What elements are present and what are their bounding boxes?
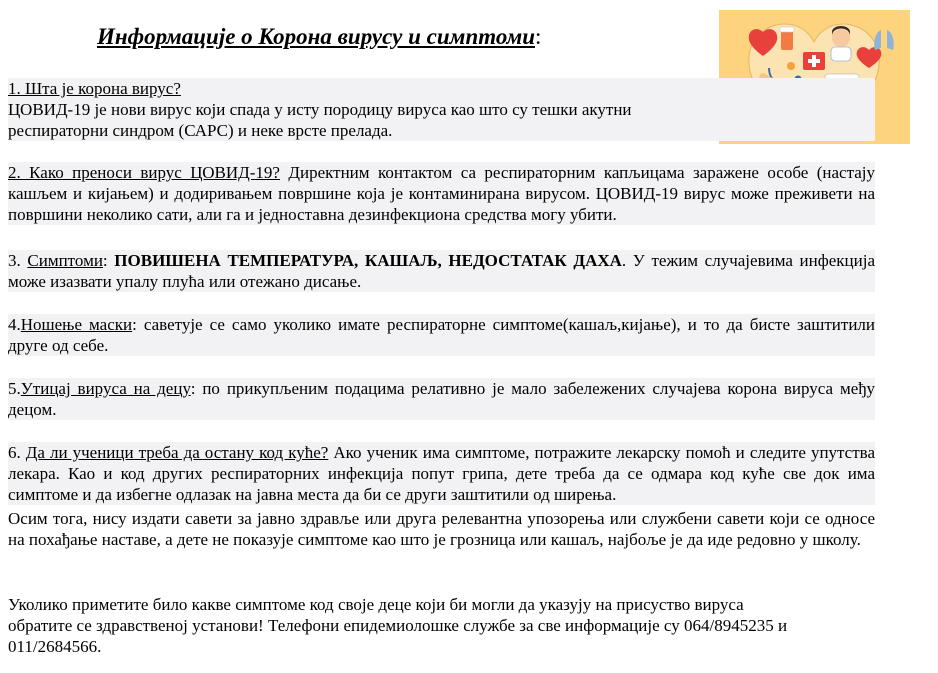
footer-line3: 011/2684566. [8,637,102,656]
section-5 [8,378,875,420]
section-2-body: Директним контактом са респираторним капљицама заражене особе (настају кашљем и кијањем) и додиривањем површине која је контаминирана вирусом. ЦОВИД-19 вирус може преживети на површини неколико сати, али га и једноставна дезинфекциона средства могу убити. [8,163,875,224]
section-1-line2: респираторни синдром (САРС) и неке врсте прелада. [8,121,393,140]
section-2 [8,162,875,225]
section-4-heading: Ношење маски [20,315,133,334]
section-1-heading: 1. Шта је корона вирус? [8,79,181,98]
section-6-number: 6. [8,443,26,462]
section-6-continued [8,508,875,550]
section-4 [8,314,875,356]
section-2-heading: 2. Како преноси вирус ЦОВИД-19? [8,163,280,182]
section-6-body: Ако ученик има симптоме, потражите лекарску помоћ и следите упутства лекара. Као и код других респираторних инфекција попут грипа, дете треба да се одмара код куће све док има симптоме и да избегне одлазак на јавна места да би се други заштитили од ширења. [8,443,876,504]
section-3 [8,250,875,292]
section-6-body2: Осим тога, нису издати савети за јавно здравље или друга релевантна упозорења или службени савети који се односе на похађање наставе, а дете не показује симптоме као што је грозница или кашаљ, најбоље је да иде редовно у школу. [8,509,875,549]
section-6-heading: Да ли ученици треба да остану код куће? [25,443,329,462]
section-3-separator: : [102,251,115,270]
section-5-number: 5. [8,379,21,398]
footer-notice [8,594,875,657]
section-3-symptoms: ПОВИШЕНА ТЕМПЕРАТУРА, КАШАЉ, НЕДОСТАТАК ДАХА [114,251,622,270]
footer-line2: обратите се здравственој установи! Телефони епидемиолошке службе за све информације су 064/8945235 и [8,616,788,635]
section-4-number: 4. [8,315,21,334]
section-1 [8,78,875,141]
section-4-body: : саветује се само уколико имате респираторне симптоме(кашаљ,кијање), и то да бисте заштитили друге од себе. [8,315,875,355]
page-title-colon: : [535,24,542,49]
section-6 [8,442,875,505]
section-3-heading: Симптоми [27,251,103,270]
section-3-body: . У тежим случајевима инфекција може изазвати упалу плућа или отежано дисање. [8,251,876,291]
section-1-line1: ЦОВИД-19 је нови вирус који спада у исту породицу вируса као што су тешки акутни [8,100,632,119]
section-5-heading: Утицај вируса на децу [20,379,191,398]
page-title-text: Информације о Корона вирусу и симптоми [97,24,535,49]
footer-line1: Уколико приметите било какве симптоме код своје деце који би могли да указују на присуство вируса [8,595,744,614]
page-title [97,24,657,50]
section-3-number: 3. [8,251,28,270]
section-5-body: : по прикупљеним подацима релативно је мало забележених случајева корона вируса међу децом. [8,379,875,419]
